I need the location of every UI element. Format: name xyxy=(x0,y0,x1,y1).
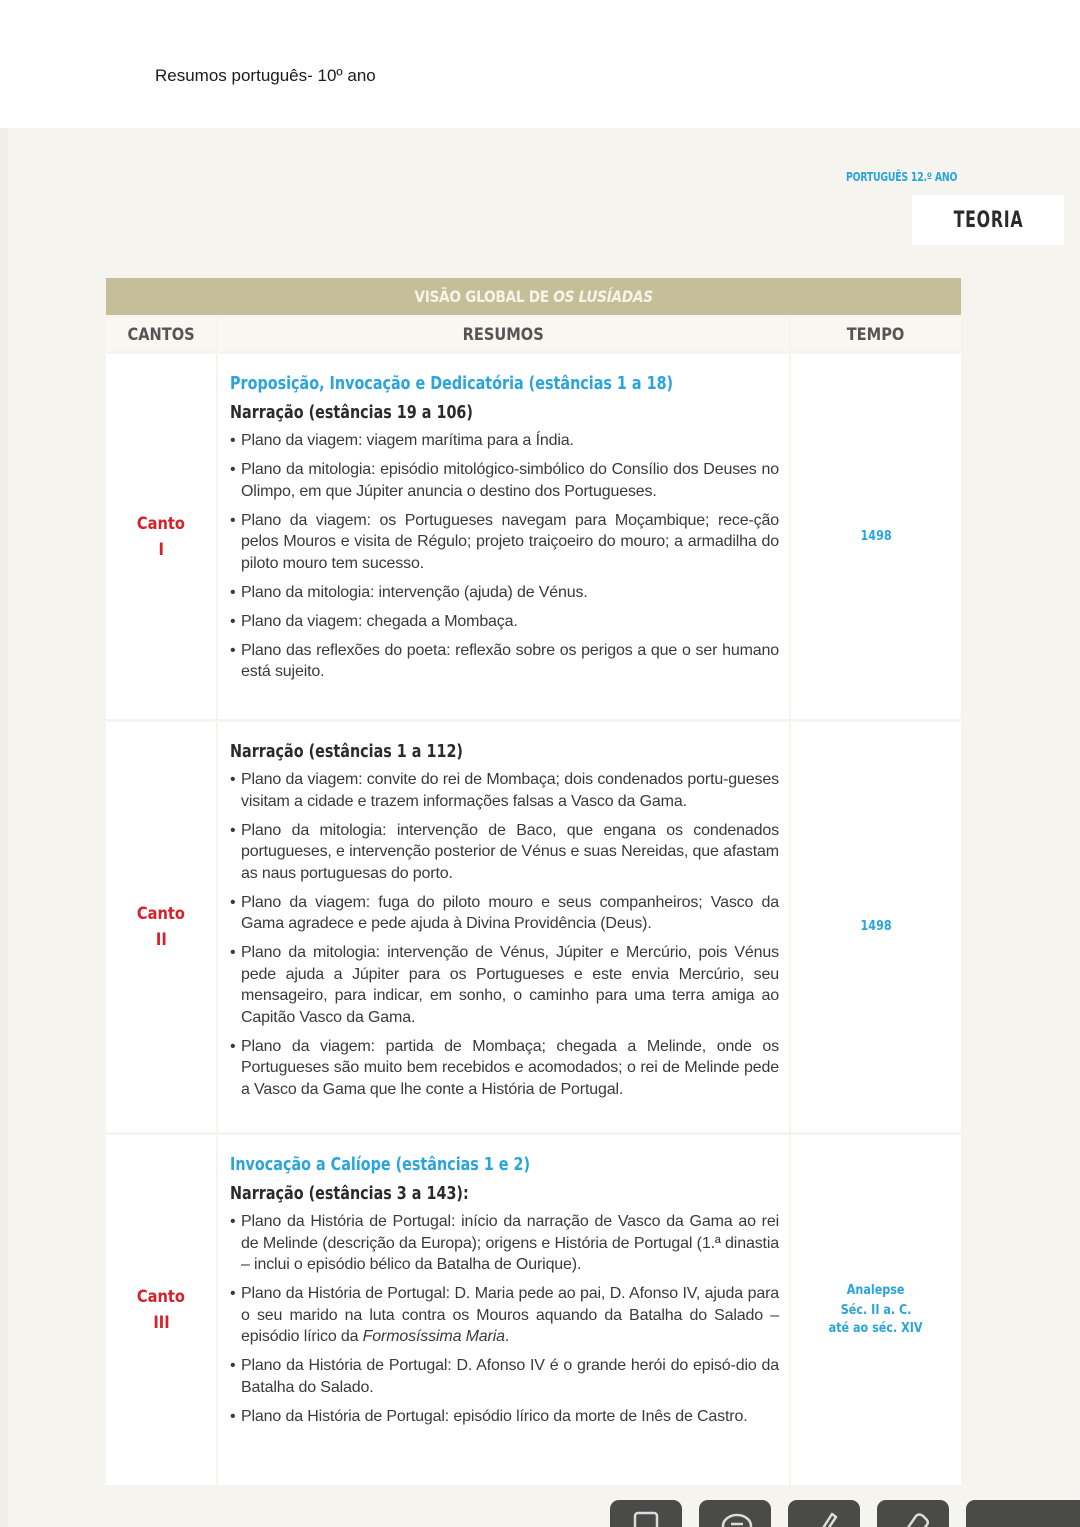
canto-cell-1 xyxy=(106,354,216,719)
canto-number: III xyxy=(152,1313,170,1333)
section-badge-label: TEORIA xyxy=(953,207,1023,233)
eraser-icon xyxy=(899,1510,933,1527)
resumo-cell-2 xyxy=(218,722,789,1132)
tempo-value: Séc. II a. C. xyxy=(840,1303,912,1318)
annotation-toolbar xyxy=(610,1500,1080,1527)
section-title-blue: Invocação a Calíope (estâncias 1 e 2) xyxy=(230,1155,531,1175)
table-title-italic: OS LUSÍADAS xyxy=(553,287,653,306)
square-icon xyxy=(632,1510,662,1527)
column-header-cantos: CANTOS xyxy=(106,318,216,351)
summary-list xyxy=(230,430,779,683)
table-title xyxy=(106,278,961,315)
pen-icon xyxy=(810,1510,840,1527)
tempo-value: até ao séc. XIV xyxy=(829,1321,923,1336)
list-item: • Plano da mitologia: intervenção (ajuda) de Vénus. xyxy=(230,582,779,604)
table-grid xyxy=(106,315,961,1485)
tempo-cell-2 xyxy=(791,722,961,1132)
document-header: Resumos português- 10º ano xyxy=(155,66,376,85)
page-edge-shadow xyxy=(0,128,8,1527)
canto-cell-3 xyxy=(106,1135,216,1485)
eraser-tool-button[interactable] xyxy=(877,1500,949,1527)
section-title-narracao: Narração (estâncias 1 a 112) xyxy=(230,742,463,762)
list-item: • Plano da viagem: partida de Mombaça; chegada a Melinde, onde os Portugueses são muito bem recebidos e acomodados; o rei de Melinde pede a Vasco da Gama que lhe conte a História de Portugal. xyxy=(230,1036,779,1101)
canto-number: I xyxy=(158,539,164,560)
canto-word: Canto xyxy=(136,1287,186,1307)
speech-bubble-icon xyxy=(721,1510,755,1527)
canto-cell-2 xyxy=(106,722,216,1132)
list-item: • Plano da viagem: os Portugueses navegam para Moçambique; rece-ção pelos Mouros e visita de Régulo; projeto traiçoeiro do mouro; a armadilha do piloto mouro tem sucesso. xyxy=(230,510,779,575)
summary-list xyxy=(230,1211,779,1427)
canto-word: Canto xyxy=(136,904,186,924)
column-header-tempo: TEMPO xyxy=(791,318,961,351)
resumo-cell-1 xyxy=(218,354,789,719)
list-item: • Plano da mitologia: intervenção de Vénus, Júpiter e Mercúrio, pois Vénus pede ajuda a Júpiter para os Portugueses e este envia Mercúrio, seu mensageiro, para indicar, em sonho, o caminho para uma terra amiga ao Capitão Vasco da Gama. xyxy=(230,942,779,1028)
table-title-prefix: VISÃO GLOBAL DE xyxy=(414,287,554,306)
column-header-resumos: RESUMOS xyxy=(218,318,789,351)
section-badge xyxy=(912,195,1064,245)
list-item: • Plano da História de Portugal: D. Afonso IV é o grande herói do episó-dio da Batalha do Salado. xyxy=(230,1355,779,1398)
list-item: • Plano da História de Portugal: episódio lírico da morte de Inês de Castro. xyxy=(230,1406,779,1428)
list-item: • Plano da mitologia: intervenção de Baco, que engana os condenados portugueses, e intervenção posterior de Vénus e suas Nereidas, que afastam as naus portuguesas do porto. xyxy=(230,820,779,885)
canto-word: Canto xyxy=(136,513,186,534)
tempo-cell-3 xyxy=(791,1135,961,1485)
section-title-narracao: Narração (estâncias 19 a 106) xyxy=(230,403,473,423)
list-item: • Plano da viagem: viagem marítima para a Índia. xyxy=(230,430,779,452)
more-tools-button[interactable] xyxy=(966,1500,1080,1527)
list-item: • Plano da História de Portugal: início da narração de Vasco da Gama ao rei de Melinde (descrição da Europa); origens e História de Portugal (1.ª dinastia – inclui o episódio bélico da Batalha de Ourique). xyxy=(230,1211,779,1276)
canto-number: II xyxy=(155,930,167,950)
list-item: • Plano das reflexões do poeta: reflexão sobre os perigos a que o ser humano está sujeito. xyxy=(230,640,779,683)
summary-list xyxy=(230,769,779,1100)
square-tool-button[interactable] xyxy=(610,1500,682,1527)
lusiadas-overview-table xyxy=(106,278,961,1485)
list-item: • Plano da viagem: convite do rei de Mombaça; dois condenados portu-gueses visitam a cidade e trazem informações falsas a Vasco da Gama. xyxy=(230,769,779,812)
list-item: • Plano da viagem: fuga do piloto mouro e seus companheiros; Vasco da Gama agradece e pede ajuda à Divina Providência (Deus). xyxy=(230,892,779,935)
tempo-value: 1498 xyxy=(860,528,892,544)
pen-tool-button[interactable] xyxy=(788,1500,860,1527)
resumo-cell-3 xyxy=(218,1135,789,1485)
section-title-narracao: Narração (estâncias 3 a 143): xyxy=(230,1184,469,1204)
tempo-label: Analepse xyxy=(847,1283,905,1298)
list-item: • Plano da mitologia: episódio mitológico-simbólico do Consílio dos Deuses no Olimpo, em que Júpiter anuncia o destino dos Portugueses. xyxy=(230,459,779,502)
section-title-blue: Proposição, Invocação e Dedicatória (estâncias 1 a 18) xyxy=(230,374,674,394)
tempo-cell-1 xyxy=(791,354,961,719)
comment-tool-button[interactable] xyxy=(699,1500,771,1527)
list-item: • Plano da História de Portugal: D. Maria pede ao pai, D. Afonso IV, ajuda para o seu marido na luta contra os Mouros aquando da Batalha do Salado – episódio lírico da Formosíssima Maria. xyxy=(230,1283,779,1348)
tempo-value: 1498 xyxy=(860,919,892,934)
list-item: • Plano da viagem: chegada a Mombaça. xyxy=(230,611,779,633)
book-label: PORTUGUÊS 12.º ANO xyxy=(846,170,958,184)
